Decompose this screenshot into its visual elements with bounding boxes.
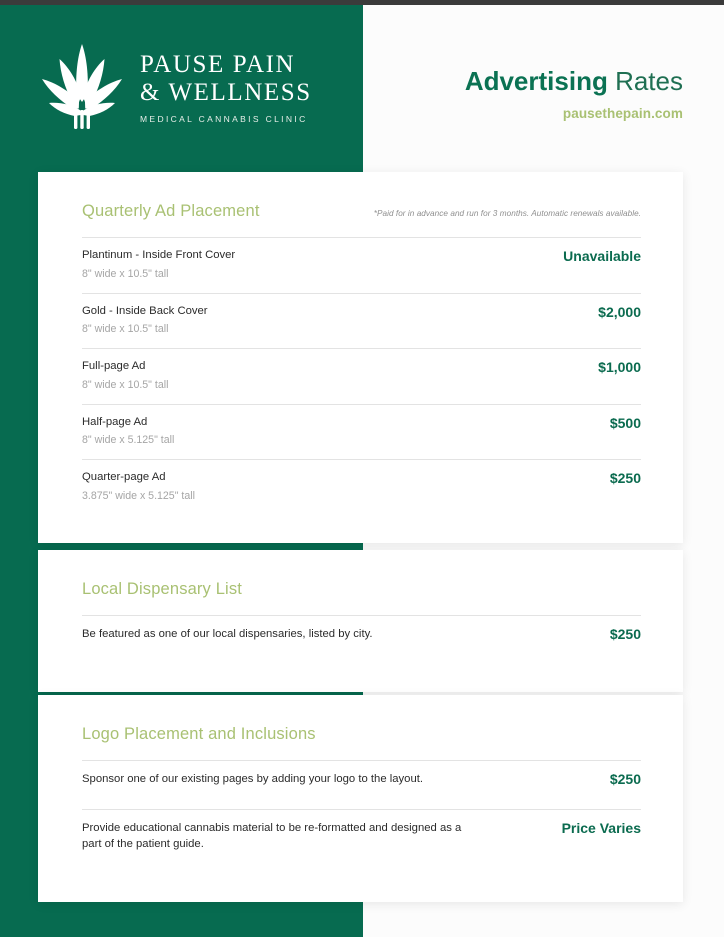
section-header bbox=[82, 202, 641, 221]
brand-wordmark bbox=[140, 49, 312, 124]
rate-label: Be featured as one of our local dispensaries, listed by city. bbox=[82, 628, 373, 640]
card-logo-placement-inclusions bbox=[38, 695, 683, 902]
rate-dimensions: 8" wide x 5.125" tall bbox=[82, 434, 175, 446]
rate-dimensions: 8" wide x 10.5" tall bbox=[82, 267, 169, 280]
rate-price: $500 bbox=[609, 414, 641, 431]
rate-price: $2,000 bbox=[598, 303, 641, 320]
table-row bbox=[82, 760, 641, 809]
section-note-quarterly: *Paid for in advance and run for 3 months. Automatic renewals available. bbox=[373, 209, 641, 218]
section-header bbox=[82, 580, 641, 599]
table-row bbox=[82, 293, 641, 349]
table-row bbox=[82, 348, 641, 404]
rate-label-group bbox=[82, 470, 195, 504]
page-title bbox=[465, 65, 683, 97]
brand-tagline: MEDICAL CANNABIS CLINIC bbox=[140, 113, 308, 124]
top-chrome-strip bbox=[0, 0, 724, 5]
rate-label: Quarter-page Ad bbox=[82, 471, 166, 483]
rate-label: Sponsor one of our existing pages by adding your logo to the layout. bbox=[82, 773, 424, 785]
page-title-rest: Rates bbox=[607, 66, 683, 96]
rate-label-group bbox=[82, 248, 235, 282]
rate-label-group bbox=[82, 359, 168, 393]
section-title-logo: Logo Placement and Inclusions bbox=[82, 725, 316, 743]
section-title-quarterly: Quarterly Ad Placement bbox=[82, 202, 260, 220]
section-header bbox=[82, 725, 641, 744]
rate-price: Price Varies bbox=[561, 820, 641, 836]
rate-dimensions: 8" wide x 10.5" tall bbox=[82, 378, 169, 391]
rate-dimensions: 3.875" wide x 5.125" tall bbox=[82, 489, 195, 502]
rate-price: $1,000 bbox=[598, 359, 641, 375]
website-url[interactable]: pausethepain.com bbox=[562, 106, 683, 121]
rate-dimensions: 8" wide x 10.5" tall bbox=[82, 323, 169, 335]
rate-price: $250 bbox=[609, 470, 641, 486]
table-row bbox=[82, 404, 641, 460]
rate-price: $250 bbox=[609, 626, 641, 642]
rate-label: Full-page Ad bbox=[82, 360, 146, 372]
rate-label: Plantinum - Inside Front Cover bbox=[82, 249, 236, 261]
rate-label-group bbox=[82, 415, 174, 449]
table-row bbox=[82, 237, 641, 293]
page-title-strong: Advertising bbox=[464, 66, 608, 96]
table-row bbox=[82, 459, 641, 515]
rate-label: Half-page Ad bbox=[82, 415, 148, 428]
section-title-dispensary: Local Dispensary List bbox=[82, 580, 242, 598]
rate-price: $250 bbox=[609, 771, 641, 787]
table-row bbox=[82, 615, 641, 664]
brand-name-line1: PAUSE PAIN bbox=[140, 50, 296, 78]
card-quarterly-ad-placement bbox=[38, 172, 683, 543]
brand-logo-lockup bbox=[38, 40, 312, 132]
rate-price: Unavailable bbox=[563, 248, 641, 264]
rate-label: Gold - Inside Back Cover bbox=[82, 304, 208, 317]
brand-name-line2: & WELLNESS bbox=[140, 78, 312, 106]
rate-label: Provide educational cannabis material to be re-formatted and designed as a part of the patient guide. bbox=[82, 822, 462, 850]
table-row bbox=[82, 809, 641, 874]
card-local-dispensary-list bbox=[38, 550, 683, 692]
page-header bbox=[465, 65, 683, 121]
rate-label-group bbox=[82, 304, 208, 338]
cannabis-leaf-icon bbox=[38, 40, 126, 132]
